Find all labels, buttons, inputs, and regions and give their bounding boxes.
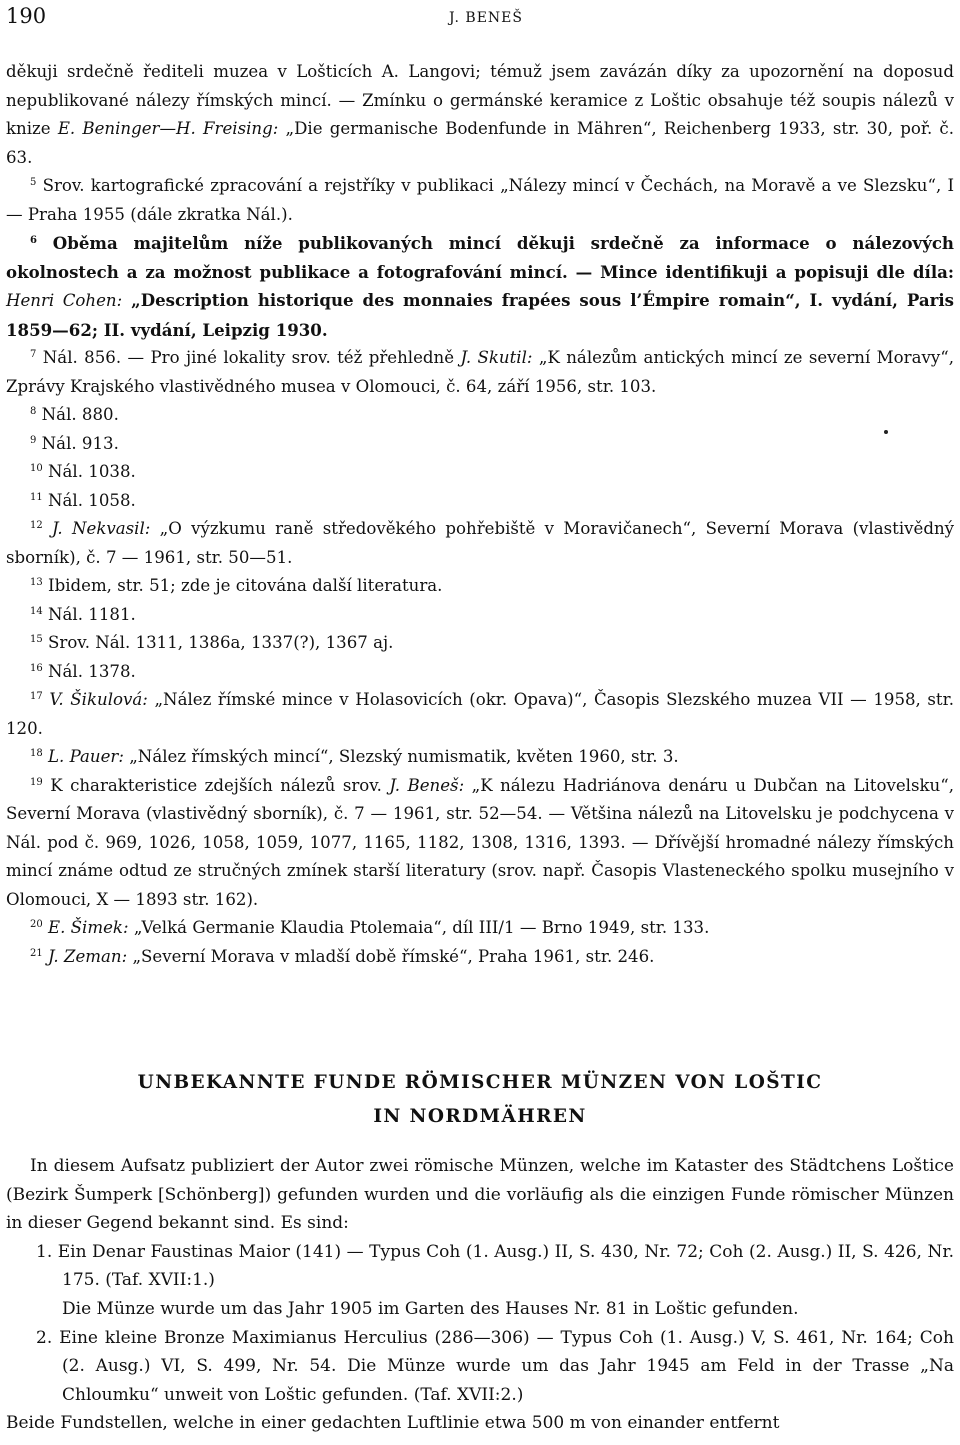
print-speck-mark: [884, 430, 888, 434]
summary-title: [0, 1066, 960, 1134]
footnote-5: $^5$ Srov. kartografické zpracování a rejstříky v publikaci „Nálezy mincí v Čechách, na Moravě a ve Slezsku“, I — Praha 1955 (dále zkratka Nál.).: [6, 176, 955, 224]
page-number: 190: [6, 4, 47, 28]
footnote-9: $^9$ Nál. 913.: [30, 433, 119, 453]
footnote-11: $^{11}$ Nál. 1058.: [30, 490, 136, 510]
footnote-17: $^{17}$ V. Šikulová: „Nález římské mince v Holasovicích (okr. Opava)“, Časopis Slezského muzea VII — 1958, str. 120.: [6, 690, 954, 738]
summary-text: [6, 1152, 954, 1438]
summary-title-line-2: IN NORDMÄHREN: [373, 1106, 587, 1127]
running-head: J. BENEŠ: [449, 10, 523, 26]
summary-item-1: 1. Ein Denar Faustinas Maior (141) — Typus Coh (1. Ausg.) II, S. 430, Nr. 72; Coh (2. Ausg.) II, S. 426, Nr. 175. (Taf. XVII:1.): [36, 1241, 954, 1291]
summary-intro: In diesem Aufsatz publiziert der Autor zwei römische Münzen, welche im Kataster des Städtchens Loštice (Bezirk Šumperk [Schönberg]) gefunden wurden und die vorläufig als die einzigen Funde römischer Münzen in dieser Gegend bekannt sind. Es sind:: [6, 1156, 954, 1234]
footnote-6: $^6$ Oběma majitelům níže publikovaných mincí děkuji srdečně za informace o nálezových okolnostech a za možnost publikace a fotografování mincí. — Mince identifikuji a popisuji dle díla: Henri Cohen: „Description historique des monnaies frapées sous l’Émpire romain“, I. vydání, Paris 1859—62; II. vydání, Leipzig 1930.: [6, 233, 955, 340]
summary-title-line-1: UNBEKANNTE FUNDE RÖMISCHER MÜNZEN VON LOŠTIC: [137, 1072, 823, 1093]
footnote-20: $^{20}$ E. Šimek: „Velká Germanie Klaudia Ptolemaia“, díl III/1 — Brno 1949, str. 133.: [30, 918, 710, 937]
footnote-18: $^{18}$ L. Pauer: „Nález římských mincí“, Slezský numismatik, květen 1960, str. 3.: [30, 747, 679, 766]
footnotes: [6, 58, 954, 971]
footnote-12: $^{12}$ J. Nekvasil: „O výzkumu raně středověkého pohřebiště v Moravičanech“, Severní Morava (vlastivědný sborník), č. 7 — 1961, str. 50—51.: [6, 519, 954, 567]
footnote-14: $^{14}$ Nál. 1181.: [30, 604, 136, 624]
footnote-continuation: děkuji srdečně řediteli muzea v Lošticích A. Langovi; témuž jsem zavázán díky za upozornění na doposud nepublikované nálezy římských mincí. — Zmínku o germánské keramice z Loštic obsahuje též soupis nálezů v knize E. Beninger—H. Freising: „Die germanische Bodenfunde in Mähren“, Reichenberg 1933, str. 30, poř. č. 63.: [6, 62, 954, 167]
footnote-16: $^{16}$ Nál. 1378.: [30, 661, 136, 681]
summary-closing: Beide Fundstellen, welche in einer gedachten Luftlinie etwa 500 m von einander entfernt: [6, 1413, 780, 1434]
footnote-7: $^7$ Nál. 856. — Pro jiné lokality srov. též přehledně J. Skutil: „K nálezům antických mincí ze severní Moravy“, Zprávy Krajského vlastivědného musea v Olomouci, č. 64, září 1956, str. 103.: [6, 348, 954, 396]
footnote-19: $^{19}$ K charakteristice zdejších nálezů srov. J. Beneš: „K nálezu Hadriánova denáru u Dubčan na Litovelsku“, Severní Morava (vlastivědný sborník), č. 7 — 1961, str. 52—54. — Většina nálezů na Litovelsku je podchycena v Nál. pod č. 969, 1026, 1058, 1059, 1077, 1165, 1182, 1308, 1316, 1393. — Dřívější hromadné nálezy římských mincí známe odtud ze stručných zmínek starší literatury (srov. např. Časopis Vlasteneckého spolku musejního v Olomouci, X — 1893 str. 162).: [6, 775, 954, 909]
footnote-10: $^{10}$ Nál. 1038.: [30, 462, 136, 481]
footnote-8: $^8$ Nál. 880.: [30, 405, 119, 424]
summary-item-2: 2. Eine kleine Bronze Maximianus Herculius (286—306) — Typus Coh (1. Ausg.) V, S. 461, Nr. 164; Coh (2. Ausg.) VI, S. 499, Nr. 54. Die Münze wurde um das Jahr 1945 am Feld in der Trasse „Na Chloumku“ unweit von Loštic gefunden. (Taf. XVII:2.): [36, 1327, 954, 1405]
footnote-13: $^{13}$ Ibidem, str. 51; zde je citována další literatura.: [30, 576, 443, 595]
summary-item-1-note: Die Münze wurde um das Jahr 1905 im Garten des Hauses Nr. 81 in Loštic gefunden.: [62, 1298, 799, 1319]
footnote-15: $^{15}$ Srov. Nál. 1311, 1386a, 1337(?), 1367 aj.: [30, 633, 394, 652]
page-header: [6, 4, 954, 34]
footnote-21: $^{21}$ J. Zeman: „Severní Morava v mladší době římské“, Praha 1961, str. 246.: [30, 946, 655, 966]
